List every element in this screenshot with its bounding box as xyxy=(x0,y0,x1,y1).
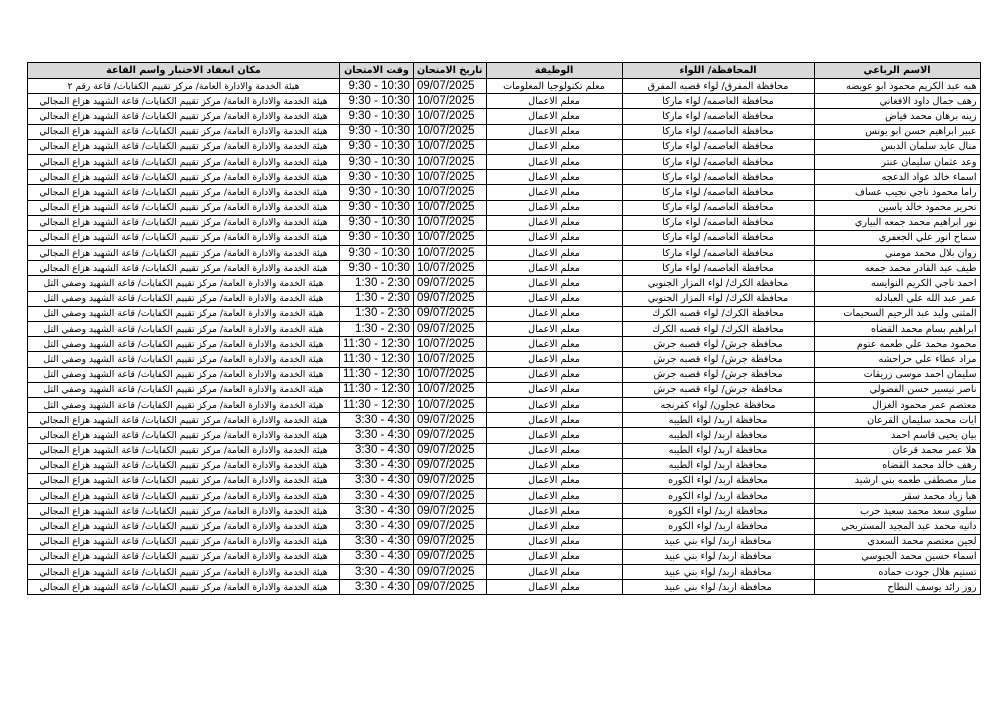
cell-venue: هيئة الخدمة والادارة العامة/ مركز تقييم الكفايات/ قاعة الشهيد هزاع المجالي xyxy=(28,458,340,473)
cell-venue: هيئة الخدمة والادارة العامة/ مركز تقييم الكفايات/ قاعة الشهيد هزاع المجالي xyxy=(28,230,340,245)
table-body xyxy=(28,79,981,595)
cell-exam-date: 10/07/2025 xyxy=(413,109,486,124)
cell-venue: هيئة الخدمة والادارة العامة/ مركز تقييم الكفايات/ قاعة الشهيد وصفي التل xyxy=(28,337,340,352)
cell-exam-date: 09/07/2025 xyxy=(413,458,486,473)
cell-job: معلم الاعمال xyxy=(486,170,622,185)
cell-venue: هيئة الخدمة والادارة العامة/ مركز تقييم الكفايات/ قاعة الشهيد هزاع المجالي xyxy=(28,124,340,139)
cell-exam-time: 9:30 - 10:30 xyxy=(340,124,414,139)
cell-exam-time: 9:30 - 10:30 xyxy=(340,230,414,245)
cell-job: معلم الاعمال xyxy=(486,549,622,564)
cell-exam-date: 10/07/2025 xyxy=(413,382,486,397)
cell-full-name: نور ابراهيم محمد جمعه البياري xyxy=(814,215,980,230)
table-row xyxy=(28,185,981,200)
cell-exam-time: 11:30 - 12:30 xyxy=(340,337,414,352)
cell-full-name: معتصم عمر محمود الغزال xyxy=(814,397,980,412)
cell-job: معلم الاعمال xyxy=(486,154,622,169)
table-row xyxy=(28,230,981,245)
cell-exam-date: 10/07/2025 xyxy=(413,397,486,412)
table-row xyxy=(28,139,981,154)
cell-governorate: محافظة جرش/ لواء قصبه جرش xyxy=(622,352,814,367)
cell-exam-date: 10/07/2025 xyxy=(413,185,486,200)
cell-exam-date: 10/07/2025 xyxy=(413,367,486,382)
table-row xyxy=(28,352,981,367)
cell-job: معلم الاعمال xyxy=(486,428,622,443)
cell-exam-time: 3:30 - 4:30 xyxy=(340,443,414,458)
table-row xyxy=(28,534,981,549)
table-row xyxy=(28,276,981,291)
cell-full-name: وعد عثمان سليمان عنتر xyxy=(814,154,980,169)
header-job: الوظيفة xyxy=(486,63,622,79)
cell-governorate: محافظة اربد/ لواء بني عبيد xyxy=(622,580,814,595)
cell-exam-date: 09/07/2025 xyxy=(413,580,486,595)
cell-exam-date: 10/07/2025 xyxy=(413,124,486,139)
table-row xyxy=(28,549,981,564)
cell-job: معلم الاعمال xyxy=(486,291,622,306)
cell-venue: هيئة الخدمة والادارة العامة/ مركز تقييم الكفايات/ قاعة الشهيد وصفي التل xyxy=(28,322,340,337)
cell-exam-time: 3:30 - 4:30 xyxy=(340,458,414,473)
cell-full-name: محمود محمد علي طعمه عتوم xyxy=(814,337,980,352)
cell-full-name: رهف خالد محمد القضاه xyxy=(814,458,980,473)
cell-job: معلم الاعمال xyxy=(486,306,622,321)
header-date: تاريخ الامتحان xyxy=(413,63,486,79)
cell-exam-time: 3:30 - 4:30 xyxy=(340,504,414,519)
cell-governorate: محافظة عجلون/ لواء كفرنجه xyxy=(622,397,814,412)
cell-exam-time: 11:30 - 12:30 xyxy=(340,367,414,382)
cell-job: معلم الاعمال xyxy=(486,458,622,473)
cell-full-name: ناصر تيسير حسن الفضولي xyxy=(814,382,980,397)
cell-governorate: محافظة العاصمه/ لواء ماركا xyxy=(622,154,814,169)
cell-full-name: عمر عبد الله علي العبادله xyxy=(814,291,980,306)
cell-full-name: راما محمود ناجي نجيب عساف xyxy=(814,185,980,200)
exam-schedule-table xyxy=(27,62,981,595)
cell-venue: هيئة الخدمة والادارة العامة/ مركز تقييم الكفايات/ قاعة الشهيد وصفي التل xyxy=(28,352,340,367)
cell-job: معلم الاعمال xyxy=(486,322,622,337)
cell-full-name: احمد ناجي الكريم النوايسه xyxy=(814,276,980,291)
cell-exam-date: 10/07/2025 xyxy=(413,230,486,245)
table-row xyxy=(28,246,981,261)
cell-exam-time: 9:30 - 10:30 xyxy=(340,79,414,94)
cell-venue: هيئة الخدمة والادارة العامة/ مركز تقييم الكفايات/ قاعة الشهيد هزاع المجالي xyxy=(28,549,340,564)
cell-full-name: روان بلال محمد مومني xyxy=(814,246,980,261)
cell-governorate: محافظة اربد/ لواء بني عبيد xyxy=(622,565,814,580)
cell-full-name: ابراهيم بسام محمد القضاه xyxy=(814,322,980,337)
cell-exam-time: 9:30 - 10:30 xyxy=(340,200,414,215)
header-venue: مكان انعقاد الاختبار واسم القاعة xyxy=(28,63,340,79)
cell-exam-date: 09/07/2025 xyxy=(413,504,486,519)
cell-full-name: هبه عبد الكريم محمود ابو عويضه xyxy=(814,79,980,94)
cell-exam-time: 9:30 - 10:30 xyxy=(340,185,414,200)
cell-exam-date: 10/07/2025 xyxy=(413,352,486,367)
cell-governorate: محافظة جرش/ لواء قصبه جرش xyxy=(622,382,814,397)
cell-job: معلم الاعمال xyxy=(486,261,622,276)
cell-exam-date: 09/07/2025 xyxy=(413,306,486,321)
cell-exam-time: 9:30 - 10:30 xyxy=(340,246,414,261)
cell-job: معلم الاعمال xyxy=(486,504,622,519)
cell-full-name: عبير ابراهيم حسن ابو يونس xyxy=(814,124,980,139)
cell-venue: هيئة الخدمة والادارة العامة/ مركز تقييم الكفايات/ قاعة رقم ٢ xyxy=(28,79,340,94)
cell-job: معلم الاعمال xyxy=(486,230,622,245)
cell-venue: هيئة الخدمة والادارة العامة/ مركز تقييم الكفايات/ قاعة الشهيد هزاع المجالي xyxy=(28,200,340,215)
cell-full-name: منال عايد سلمان الدبس xyxy=(814,139,980,154)
cell-exam-time: 11:30 - 12:30 xyxy=(340,382,414,397)
cell-venue: هيئة الخدمة والادارة العامة/ مركز تقييم الكفايات/ قاعة الشهيد هزاع المجالي xyxy=(28,413,340,428)
cell-full-name: هلا عمر محمد قرعان xyxy=(814,443,980,458)
table-row xyxy=(28,124,981,139)
cell-governorate: محافظة العاصمه/ لواء ماركا xyxy=(622,215,814,230)
cell-exam-time: 9:30 - 10:30 xyxy=(340,170,414,185)
cell-venue: هيئة الخدمة والادارة العامة/ مركز تقييم الكفايات/ قاعة الشهيد هزاع المجالي xyxy=(28,139,340,154)
cell-job: معلم الاعمال xyxy=(486,382,622,397)
cell-venue: هيئة الخدمة والادارة العامة/ مركز تقييم الكفايات/ قاعة الشهيد هزاع المجالي xyxy=(28,473,340,488)
cell-full-name: منار مصطفى طعمه بني ارشيد xyxy=(814,473,980,488)
cell-exam-date: 09/07/2025 xyxy=(413,565,486,580)
cell-exam-date: 10/07/2025 xyxy=(413,200,486,215)
table-row xyxy=(28,565,981,580)
cell-job: معلم الاعمال xyxy=(486,124,622,139)
cell-exam-date: 09/07/2025 xyxy=(413,519,486,534)
table-row xyxy=(28,215,981,230)
cell-exam-time: 9:30 - 10:30 xyxy=(340,139,414,154)
cell-full-name: بيان يحيى قاسم احمد xyxy=(814,428,980,443)
cell-governorate: محافظة اربد/ لواء الطيبه xyxy=(622,428,814,443)
cell-governorate: محافظة جرش/ لواء قصبه جرش xyxy=(622,367,814,382)
cell-exam-date: 10/07/2025 xyxy=(413,139,486,154)
cell-venue: هيئة الخدمة والادارة العامة/ مركز تقييم الكفايات/ قاعة الشهيد وصفي التل xyxy=(28,291,340,306)
cell-venue: هيئة الخدمة والادارة العامة/ مركز تقييم الكفايات/ قاعة الشهيد وصفي التل xyxy=(28,367,340,382)
header-time: وقت الامتحان xyxy=(340,63,414,79)
cell-venue: هيئة الخدمة والادارة العامة/ مركز تقييم الكفايات/ قاعة الشهيد هزاع المجالي xyxy=(28,215,340,230)
cell-exam-date: 09/07/2025 xyxy=(413,534,486,549)
cell-exam-date: 09/07/2025 xyxy=(413,549,486,564)
cell-full-name: سليمان احمد موسى زريقات xyxy=(814,367,980,382)
table-row xyxy=(28,580,981,595)
cell-governorate: محافظة العاصمه/ لواء ماركا xyxy=(622,230,814,245)
cell-governorate: محافظة جرش/ لواء قصبه جرش xyxy=(622,337,814,352)
cell-exam-time: 3:30 - 4:30 xyxy=(340,473,414,488)
table-row xyxy=(28,154,981,169)
table-row xyxy=(28,94,981,109)
cell-venue: هيئة الخدمة والادارة العامة/ مركز تقييم الكفايات/ قاعة الشهيد هزاع المجالي xyxy=(28,428,340,443)
cell-governorate: محافظة العاصمه/ لواء ماركا xyxy=(622,200,814,215)
cell-venue: هيئة الخدمة والادارة العامة/ مركز تقييم الكفايات/ قاعة الشهيد هزاع المجالي xyxy=(28,94,340,109)
cell-exam-date: 10/07/2025 xyxy=(413,337,486,352)
cell-full-name: ايات محمد سليمان القرعان xyxy=(814,413,980,428)
header-full-name: الاسم الرباعي xyxy=(814,63,980,79)
cell-full-name: دانيه محمد عبد المجيد المستريحي xyxy=(814,519,980,534)
cell-exam-time: 3:30 - 4:30 xyxy=(340,489,414,504)
cell-job: معلم الاعمال xyxy=(486,413,622,428)
table-row xyxy=(28,322,981,337)
cell-venue: هيئة الخدمة والادارة العامة/ مركز تقييم الكفايات/ قاعة الشهيد هزاع المجالي xyxy=(28,109,340,124)
cell-job: معلم الاعمال xyxy=(486,580,622,595)
table-row xyxy=(28,413,981,428)
cell-venue: هيئة الخدمة والادارة العامة/ مركز تقييم الكفايات/ قاعة الشهيد وصفي التل xyxy=(28,276,340,291)
table-row xyxy=(28,428,981,443)
cell-full-name: هيا زياد محمد سقر xyxy=(814,489,980,504)
cell-exam-time: 1:30 - 2:30 xyxy=(340,291,414,306)
cell-governorate: محافظة الكرك/ لواء قصبه الكرك xyxy=(622,306,814,321)
table-row xyxy=(28,443,981,458)
table-row xyxy=(28,109,981,124)
cell-job: معلم الاعمال xyxy=(486,94,622,109)
cell-job: معلم الاعمال xyxy=(486,276,622,291)
cell-full-name: سلوى سعد محمد سعيد حرب xyxy=(814,504,980,519)
cell-governorate: محافظة اربد/ لواء الكوره xyxy=(622,473,814,488)
cell-exam-time: 1:30 - 2:30 xyxy=(340,322,414,337)
table-row xyxy=(28,200,981,215)
cell-governorate: محافظة اربد/ لواء الطيبه xyxy=(622,413,814,428)
cell-job: معلم الاعمال xyxy=(486,109,622,124)
table-row xyxy=(28,79,981,94)
cell-job: معلم الاعمال xyxy=(486,352,622,367)
cell-job: معلم الاعمال xyxy=(486,337,622,352)
cell-exam-date: 10/07/2025 xyxy=(413,154,486,169)
cell-governorate: محافظة العاصمه/ لواء ماركا xyxy=(622,94,814,109)
cell-exam-time: 9:30 - 10:30 xyxy=(340,154,414,169)
cell-exam-time: 3:30 - 4:30 xyxy=(340,428,414,443)
cell-full-name: رهف جمال داود الافغاني xyxy=(814,94,980,109)
cell-full-name: روز رائد يوسف النطاح xyxy=(814,580,980,595)
cell-job: معلم الاعمال xyxy=(486,489,622,504)
cell-governorate: محافظة المفرق/ لواء قصبه المفرق xyxy=(622,79,814,94)
cell-job: معلم الاعمال xyxy=(486,185,622,200)
cell-governorate: محافظة اربد/ لواء الطيبه xyxy=(622,458,814,473)
cell-exam-date: 09/07/2025 xyxy=(413,79,486,94)
cell-exam-time: 11:30 - 12:30 xyxy=(340,397,414,412)
cell-exam-time: 9:30 - 10:30 xyxy=(340,94,414,109)
cell-governorate: محافظة الكرك/ لواء المزار الجنوبي xyxy=(622,276,814,291)
cell-venue: هيئة الخدمة والادارة العامة/ مركز تقييم الكفايات/ قاعة الشهيد هزاع المجالي xyxy=(28,489,340,504)
cell-job: معلم الاعمال xyxy=(486,139,622,154)
cell-governorate: محافظة اربد/ لواء الكوره xyxy=(622,489,814,504)
cell-venue: هيئة الخدمة والادارة العامة/ مركز تقييم الكفايات/ قاعة الشهيد وصفي التل xyxy=(28,397,340,412)
header-row xyxy=(28,63,981,79)
cell-exam-date: 09/07/2025 xyxy=(413,413,486,428)
cell-governorate: محافظة العاصمه/ لواء ماركا xyxy=(622,261,814,276)
table-row xyxy=(28,337,981,352)
cell-job: معلم تكنولوجيا المعلومات xyxy=(486,79,622,94)
cell-venue: هيئة الخدمة والادارة العامة/ مركز تقييم الكفايات/ قاعة الشهيد هزاع المجالي xyxy=(28,504,340,519)
table-row xyxy=(28,261,981,276)
cell-venue: هيئة الخدمة والادارة العامة/ مركز تقييم الكفايات/ قاعة الشهيد وصفي التل xyxy=(28,382,340,397)
cell-exam-date: 09/07/2025 xyxy=(413,489,486,504)
cell-full-name: مراد عطاء علي حراحشه xyxy=(814,352,980,367)
cell-exam-time: 3:30 - 4:30 xyxy=(340,580,414,595)
cell-job: معلم الاعمال xyxy=(486,534,622,549)
cell-exam-date: 09/07/2025 xyxy=(413,443,486,458)
exam-schedule-sheet xyxy=(27,62,981,595)
cell-exam-time: 1:30 - 2:30 xyxy=(340,306,414,321)
cell-job: معلم الاعمال xyxy=(486,443,622,458)
cell-governorate: محافظة العاصمه/ لواء ماركا xyxy=(622,109,814,124)
cell-full-name: تحرير محمود خالد ياسين xyxy=(814,200,980,215)
cell-exam-time: 9:30 - 10:30 xyxy=(340,109,414,124)
cell-exam-date: 10/07/2025 xyxy=(413,215,486,230)
cell-venue: هيئة الخدمة والادارة العامة/ مركز تقييم الكفايات/ قاعة الشهيد هزاع المجالي xyxy=(28,534,340,549)
cell-exam-time: 3:30 - 4:30 xyxy=(340,565,414,580)
cell-full-name: لجين معتصم محمد السعدي xyxy=(814,534,980,549)
cell-governorate: محافظة العاصمه/ لواء ماركا xyxy=(622,139,814,154)
cell-job: معلم الاعمال xyxy=(486,397,622,412)
cell-exam-date: 10/07/2025 xyxy=(413,246,486,261)
cell-exam-time: 3:30 - 4:30 xyxy=(340,519,414,534)
cell-job: معلم الاعمال xyxy=(486,565,622,580)
cell-venue: هيئة الخدمة والادارة العامة/ مركز تقييم الكفايات/ قاعة الشهيد وصفي التل xyxy=(28,306,340,321)
cell-exam-time: 3:30 - 4:30 xyxy=(340,549,414,564)
table-row xyxy=(28,170,981,185)
cell-job: معلم الاعمال xyxy=(486,200,622,215)
cell-governorate: محافظة اربد/ لواء الكوره xyxy=(622,504,814,519)
cell-job: معلم الاعمال xyxy=(486,215,622,230)
table-row xyxy=(28,489,981,504)
cell-exam-date: 10/07/2025 xyxy=(413,170,486,185)
table-row xyxy=(28,306,981,321)
cell-exam-date: 09/07/2025 xyxy=(413,473,486,488)
cell-full-name: المثنى وليد عبد الرحيم السحيمات xyxy=(814,306,980,321)
table-row xyxy=(28,519,981,534)
cell-job: معلم الاعمال xyxy=(486,473,622,488)
cell-exam-time: 11:30 - 12:30 xyxy=(340,352,414,367)
cell-full-name: سماح انور علي الجعفري xyxy=(814,230,980,245)
cell-exam-time: 9:30 - 10:30 xyxy=(340,215,414,230)
cell-exam-time: 3:30 - 4:30 xyxy=(340,413,414,428)
cell-venue: هيئة الخدمة والادارة العامة/ مركز تقييم الكفايات/ قاعة الشهيد هزاع المجالي xyxy=(28,565,340,580)
cell-governorate: محافظة الكرك/ لواء المزار الجنوبي xyxy=(622,291,814,306)
cell-exam-date: 09/07/2025 xyxy=(413,322,486,337)
cell-exam-date: 09/07/2025 xyxy=(413,291,486,306)
cell-full-name: اسماء خالد عواد الدعجه xyxy=(814,170,980,185)
cell-full-name: طيف عبد القادر محمد جمعه xyxy=(814,261,980,276)
cell-governorate: محافظة العاصمه/ لواء ماركا xyxy=(622,246,814,261)
cell-exam-date: 09/07/2025 xyxy=(413,276,486,291)
header-governorate: المحافظة/ اللواء xyxy=(622,63,814,79)
table-row xyxy=(28,382,981,397)
cell-job: معلم الاعمال xyxy=(486,367,622,382)
table-row xyxy=(28,473,981,488)
cell-venue: هيئة الخدمة والادارة العامة/ مركز تقييم الكفايات/ قاعة الشهيد هزاع المجالي xyxy=(28,519,340,534)
cell-venue: هيئة الخدمة والادارة العامة/ مركز تقييم الكفايات/ قاعة الشهيد هزاع المجالي xyxy=(28,170,340,185)
cell-exam-time: 1:30 - 2:30 xyxy=(340,276,414,291)
cell-job: معلم الاعمال xyxy=(486,519,622,534)
cell-governorate: محافظة اربد/ لواء الكوره xyxy=(622,519,814,534)
cell-venue: هيئة الخدمة والادارة العامة/ مركز تقييم الكفايات/ قاعة الشهيد هزاع المجالي xyxy=(28,580,340,595)
cell-job: معلم الاعمال xyxy=(486,246,622,261)
cell-exam-time: 3:30 - 4:30 xyxy=(340,534,414,549)
cell-exam-date: 10/07/2025 xyxy=(413,261,486,276)
cell-exam-time: 9:30 - 10:30 xyxy=(340,261,414,276)
cell-governorate: محافظة الكرك/ لواء قصبه الكرك xyxy=(622,322,814,337)
cell-venue: هيئة الخدمة والادارة العامة/ مركز تقييم الكفايات/ قاعة الشهيد هزاع المجالي xyxy=(28,443,340,458)
cell-venue: هيئة الخدمة والادارة العامة/ مركز تقييم الكفايات/ قاعة الشهيد هزاع المجالي xyxy=(28,154,340,169)
cell-full-name: زينه برهان محمد فياض xyxy=(814,109,980,124)
cell-venue: هيئة الخدمة والادارة العامة/ مركز تقييم الكفايات/ قاعة الشهيد هزاع المجالي xyxy=(28,185,340,200)
table-row xyxy=(28,504,981,519)
table-row xyxy=(28,367,981,382)
cell-exam-date: 10/07/2025 xyxy=(413,94,486,109)
cell-full-name: تسنيم هلال جودت حماده xyxy=(814,565,980,580)
cell-governorate: محافظة اربد/ لواء بني عبيد xyxy=(622,534,814,549)
table-row xyxy=(28,397,981,412)
table-row xyxy=(28,291,981,306)
cell-governorate: محافظة اربد/ لواء الطيبه xyxy=(622,443,814,458)
cell-governorate: محافظة العاصمه/ لواء ماركا xyxy=(622,170,814,185)
cell-governorate: محافظة العاصمه/ لواء ماركا xyxy=(622,185,814,200)
table-row xyxy=(28,458,981,473)
cell-exam-date: 09/07/2025 xyxy=(413,428,486,443)
cell-full-name: اسماء حسين محمد الجيوسي xyxy=(814,549,980,564)
cell-governorate: محافظة العاصمه/ لواء ماركا xyxy=(622,124,814,139)
cell-venue: هيئة الخدمة والادارة العامة/ مركز تقييم الكفايات/ قاعة الشهيد هزاع المجالي xyxy=(28,246,340,261)
cell-governorate: محافظة اربد/ لواء بني عبيد xyxy=(622,549,814,564)
cell-venue: هيئة الخدمة والادارة العامة/ مركز تقييم الكفايات/ قاعة الشهيد هزاع المجالي xyxy=(28,261,340,276)
